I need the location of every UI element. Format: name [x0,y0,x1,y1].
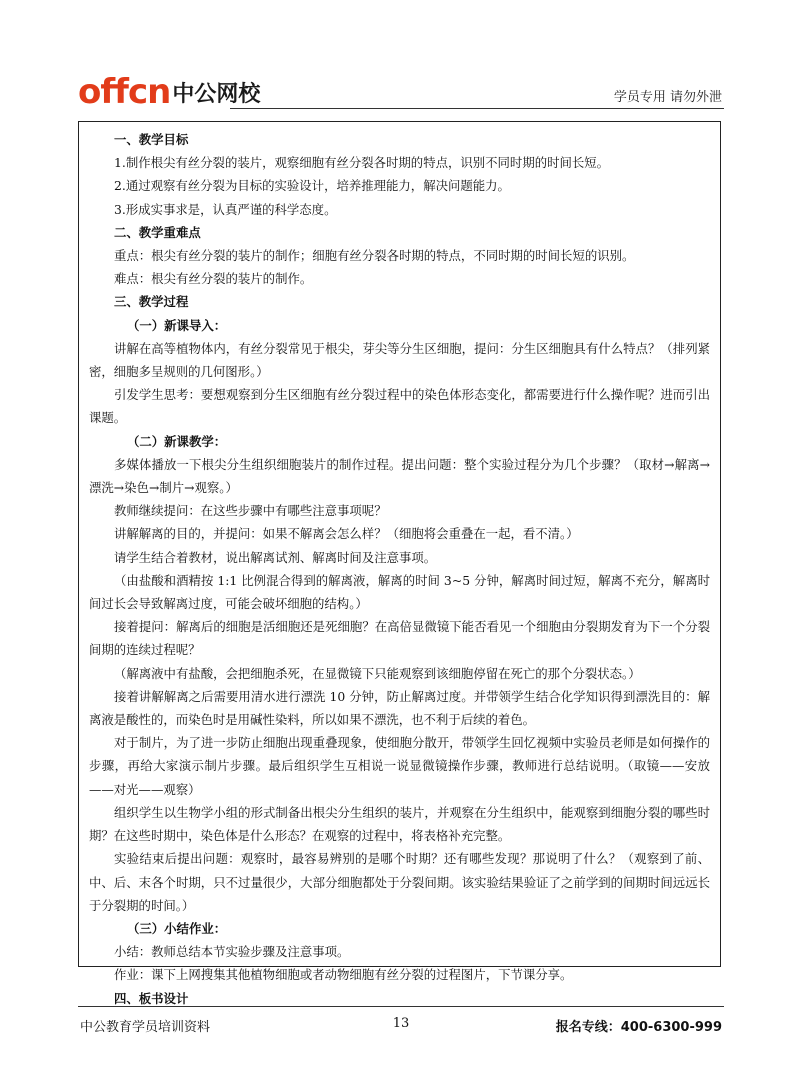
paragraph: 3.形成实事求是，认真严谨的科学态度。 [114,201,337,217]
paragraph: 引发学生思考：要想观察到分生区细胞有丝分裂过程中的染色体形态变化，都需要进行什么操作呢？进而引出课题。 [89,387,710,426]
section-heading: 一、教学目标 [114,132,189,147]
paragraph: 对于制片，为了进一步防止细胞出现重叠现象，使细胞分散开，带领学生回忆视频中实验员老师是如何操作的步骤，再给大家演示制片步骤。最后组织学生互相说一说显微镜操作步骤，教师进行总结说明。（取镜——安放——对光——观察） [89,735,710,797]
footer-source: 中公教育学员培训资料 [80,1020,211,1035]
header-notice: 学员专用 请勿外泄 [613,90,722,105]
paragraph: 讲解解离的目的，并提问：如果不解离会怎么样？（细胞将会重叠在一起，看不清。） [114,526,579,542]
footer-hotline: 报名专线：400-6300-999 [555,1020,722,1035]
page-number: 13 [392,1016,410,1031]
paragraph: 多媒体播放一下根尖分生组织细胞装片的制作过程。提出问题：整个实验过程分为几个步骤？（取材→解离→漂洗→染色→制片→观察。） [89,456,710,496]
paragraph: 讲解在高等植物体内，有丝分裂常见于根尖，芽尖等分生区细胞，提问：分生区细胞具有什么特点？（排列紧密，细胞多呈规则的几何图形。） [89,340,710,380]
lesson-content-box [78,121,721,1006]
page-footer [78,1006,724,1037]
paragraph: 作业：课下上网搜集其他植物细胞或者动物细胞有丝分裂的过程图片，下节课分享。 [114,967,573,983]
paragraph: 教师继续提问：在这些步骤中有哪些注意事项呢？ [114,503,387,519]
paragraph: 接着提问：解离后的细胞是活细胞还是死细胞？在高倍显微镜下能否看见一个细胞由分裂期发育为下一个分裂间期的连续过程呢？ [89,619,710,658]
section-heading: 二、教学重难点 [114,224,201,240]
paragraph: 2.通过观察有丝分裂为目标的实验设计，培养推理能力，解决问题能力。 [114,178,510,194]
section-heading: （一）新课导入： [127,317,227,333]
paragraph: 组织学生以生物学小组的形式制备出根尖分生组织的装片，并观察在分生组织中，能观察到细胞分裂的哪些时期？在这些时期中，染色体是什么形态？在观察的过程中，将表格补充完整。 [89,804,710,844]
section-heading: 三、教学过程 [114,294,189,310]
paragraph: 1.制作根尖有丝分裂的装片，观察细胞有丝分裂各时期的特点，识别不同时期的时间长短。 [114,155,610,171]
page-header [78,74,724,110]
paragraph: 接着讲解解离之后需要用清水进行漂洗 10 分钟，防止解离过度。并带领学生结合化学知识得到漂洗目的：解离液是酸性的，而染色时是用碱性染料，所以如果不漂洗，也不利于后续的着色。 [89,688,710,728]
paragraph: 请学生结合着教材，说出解离试剂、解离时间及注意事项。 [114,549,437,565]
logo-chinese-text: 中公网校 [172,82,261,107]
section-heading: 四、板书设计 [114,990,189,1006]
paragraph: 小结：教师总结本节实验步骤及注意事项。 [114,944,350,960]
logo-brand-text: offcn [78,72,171,112]
section-heading: （三）小结作业： [127,920,227,936]
header-divider [230,108,724,109]
paragraph: （解离液中有盐酸，会把细胞杀死，在显微镜下只能观察到该细胞停留在死亡的那个分裂状态。） [114,665,641,681]
paragraph: 难点：根尖有丝分裂的装片的制作。 [114,271,313,287]
section-heading: （二）新课教学： [127,433,227,449]
paragraph: （由盐酸和酒精按 1:1 比例混合得到的解离液，解离的时间 3~5 分钟，解离时间过短，解离不充分，解离时间过长会导致解离过度，可能会破坏细胞的结构。） [89,572,710,612]
offcn-logo [78,74,260,110]
paragraph: 重点：根尖有丝分裂的装片的制作；细胞有丝分裂各时期的特点，不同时期的时间长短的识别。 [114,248,635,264]
paragraph: 实验结束后提出问题：观察时，最容易辨别的是哪个时期？还有哪些发现？那说明了什么？（观察到了前、中、后、末各个时期，只不过量很少，大部分细胞都处于分裂间期。该实验结果验证了之前学到的间期时间远远长于分裂期的时间。） [89,851,710,913]
